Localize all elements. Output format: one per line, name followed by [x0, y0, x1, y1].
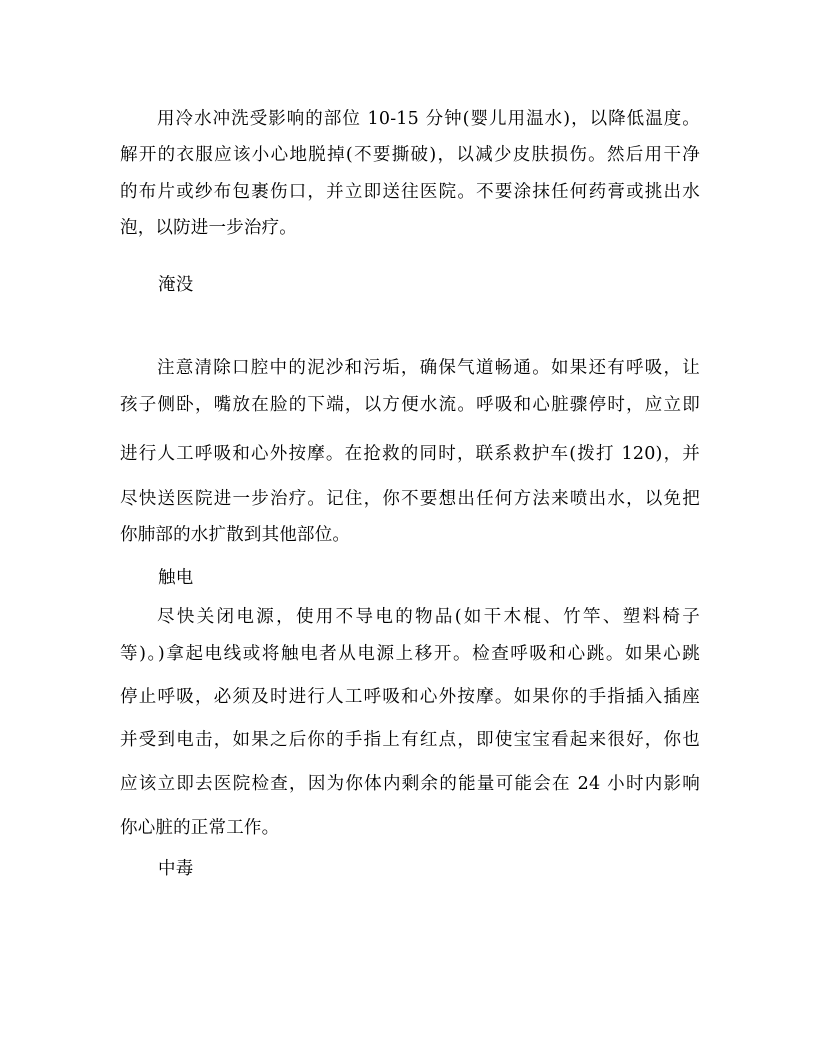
- paragraph-shock-line-5: 应该立即去医院检查，因为你体内剩余的能量可能会在 24 小时内影响: [120, 774, 700, 794]
- paragraph-drowning-line-4: 尽快送医院进一步治疗。记住，你不要想出任何方法来喷出水，以免把: [120, 489, 700, 509]
- paragraph-burn-line-1: 用冷水冲洗受影响的部位 10-15 分钟(婴儿用温水)，以降低温度。: [157, 109, 700, 129]
- paragraph-burn-line-2: 解开的衣服应该小心地脱掉(不要撕破)，以减少皮肤损伤。然后用干净: [120, 145, 700, 165]
- paragraph-burn-line-3: 的布片或纱布包裹伤口，并立即送往医院。不要涂抹任何药膏或挑出水: [120, 182, 700, 202]
- section-heading-drowning: 淹没: [158, 275, 194, 295]
- section-heading-poisoning: 中毒: [158, 859, 194, 879]
- section-heading-electric-shock: 触电: [158, 568, 194, 588]
- paragraph-drowning-line-2: 孩子侧卧，嘴放在脸的下端，以方便水流。呼吸和心脏骤停时，应立即: [120, 395, 700, 415]
- paragraph-shock-line-1: 尽快关闭电源，使用不导电的物品(如干木棍、竹竿、塑料椅子: [157, 607, 700, 627]
- paragraph-shock-line-3: 停止呼吸，必须及时进行人工呼吸和心外按摩。如果你的手指插入插座: [120, 687, 700, 707]
- paragraph-drowning-line-3: 进行人工呼吸和心外按摩。在抢救的同时，联系救护车(拨打 120)，并: [120, 444, 700, 464]
- paragraph-shock-line-6: 你心脏的正常工作。: [120, 818, 280, 838]
- paragraph-shock-line-4: 并受到电击，如果之后你的手指上有红点，即使宝宝看起来很好，你也: [120, 730, 700, 750]
- paragraph-drowning-line-1: 注意清除口腔中的泥沙和污垢，确保气道畅通。如果还有呼吸，让: [157, 358, 700, 378]
- paragraph-shock-line-2: 等)。)拿起电线或将触电者从电源上移开。检查呼吸和心跳。如果心跳: [120, 644, 700, 664]
- paragraph-burn-line-4: 泡，以防进一步治疗。: [120, 218, 297, 238]
- paragraph-drowning-line-5: 你肺部的水扩散到其他部位。: [120, 525, 351, 545]
